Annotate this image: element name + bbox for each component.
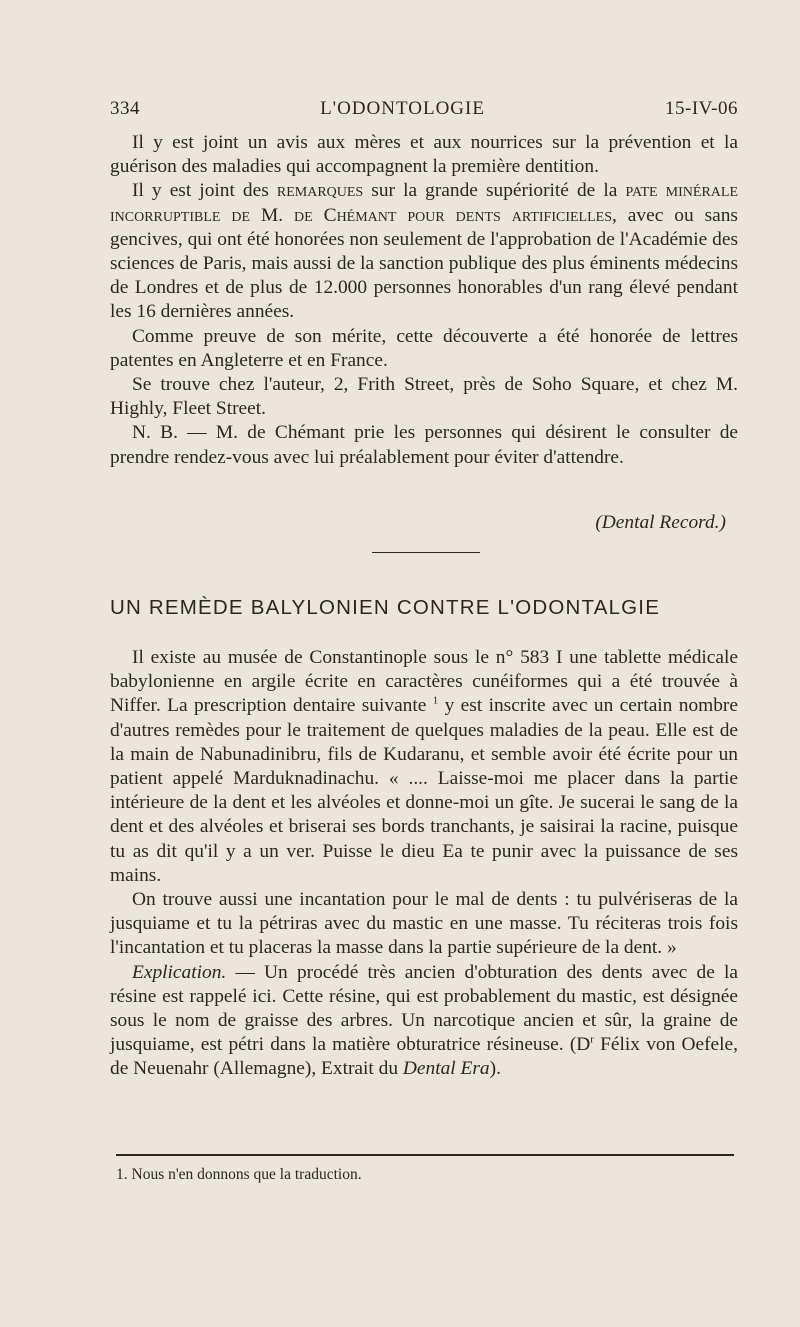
text-run: — Un procédé très ancien d'obturation des dents avec de la résine est rappelé ici. Cette résine, qui est probablement du mastic, est désignée sous le nom de graisse des arbres. Un narcotique ancien et sûr, la graine de jusquiame, est pétri dans la matière obturatrice résineuse. (D xyxy=(110,961,738,1056)
source-title: Dental Era xyxy=(402,1058,490,1080)
article-heading: UN REMÈDE BALYLONIEN CONTRE L'ODONTALGIE xyxy=(110,596,661,619)
smallcaps-product-name: pate minérale incorruptible de M. de Chémant pour dents artificielles xyxy=(110,180,739,226)
text-run: sur la grande supériorité de la xyxy=(363,180,626,202)
footnote: 1. Nous n'en donnons que la traduction. xyxy=(116,1166,362,1183)
explanation-label: Explication. xyxy=(132,961,227,983)
first-article-body xyxy=(110,131,738,470)
text-run: Il y est joint des xyxy=(132,180,277,202)
paragraph xyxy=(110,961,738,1082)
text-run: y est inscrite avec un certain nombre d'autres remèdes pour le traitement de quelques maladies de la peau. Elle est de la main de Nabunadinibru, fils de Kudaranu, et semble avoir été écrite pour un patient appelé Marduknadinachu. « .... Laisse-moi me placer dans la partie intérieure de la dent et les alvéoles et donne-moi un gîte. Je sucerai le sang de la dent et des alvéoles et briserai ses bords tranchants, je saisirai la racine, puisque tu as dit qu'il y a un ver. Puisse le dieu Ea te punir avec la puissance de ses mains. xyxy=(110,695,738,886)
footnote-marker[interactable]: 1 xyxy=(432,694,439,707)
text-run: Il existe au musée de Constantinople sous le n° 583 I une tablette médicale babylonienne en argile écrite en caractères cunéiformes qui a été trouvée à Niffer. La prescription dentaire suivante xyxy=(110,647,738,717)
text-run: , avec ou sans gencives, qui ont été honorées non seulement de l'approbation de l'Académie des sciences de Paris, mais aussi de la sanction publique des plus éminents médecins de Londres et de plus de 12.000 personnes honorables d'un rang élevé pendant les 16 dernières années. xyxy=(110,204,738,323)
text-run: ). xyxy=(489,1058,501,1080)
paragraph: Il y est joint un avis aux mères et aux nourrices sur la prévention et la guérison des maladies qui accompagnent la première dentition. xyxy=(110,132,738,178)
paragraph: On trouve aussi une incantation pour le mal de dents : tu pulvériseras de la jusquiame et tu la pétriras avec du mastic en une masse. Tu réciteras trois fois l'incantation et tu placeras la masse dans la partie supérieure de la dent. » xyxy=(110,889,738,959)
paragraph: N. B. — M. de Chémant prie les personnes qui désirent le consulter de prendre rendez-vous avec lui préalablement pour éviter d'attendre. xyxy=(110,422,738,468)
page-number: 334 xyxy=(110,98,140,119)
running-header xyxy=(110,98,738,120)
footnote-divider xyxy=(116,1154,734,1156)
title-superscript: r xyxy=(590,1033,594,1046)
smallcaps-run: remarques xyxy=(276,180,364,202)
text-run: Félix von Oefele, de Neuenahr (Allemagne), Extrait du xyxy=(110,1034,738,1080)
paragraph: Se trouve chez l'auteur, 2, Frith Street, près de Soho Square, et chez M. Highly, Fleet Street. xyxy=(110,374,738,420)
paragraph: Comme preuve de son mérite, cette découverte a été honorée de lettres patentes en Angleterre et en France. xyxy=(110,325,738,371)
paragraph xyxy=(110,646,738,888)
issue-date: 15-IV-06 xyxy=(665,98,738,119)
second-article-body xyxy=(110,646,738,1082)
section-divider xyxy=(372,552,480,553)
paragraph xyxy=(110,179,738,324)
journal-title: L'ODONTOLOGIE xyxy=(320,98,485,119)
source-citation: (Dental Record.) xyxy=(595,512,726,533)
